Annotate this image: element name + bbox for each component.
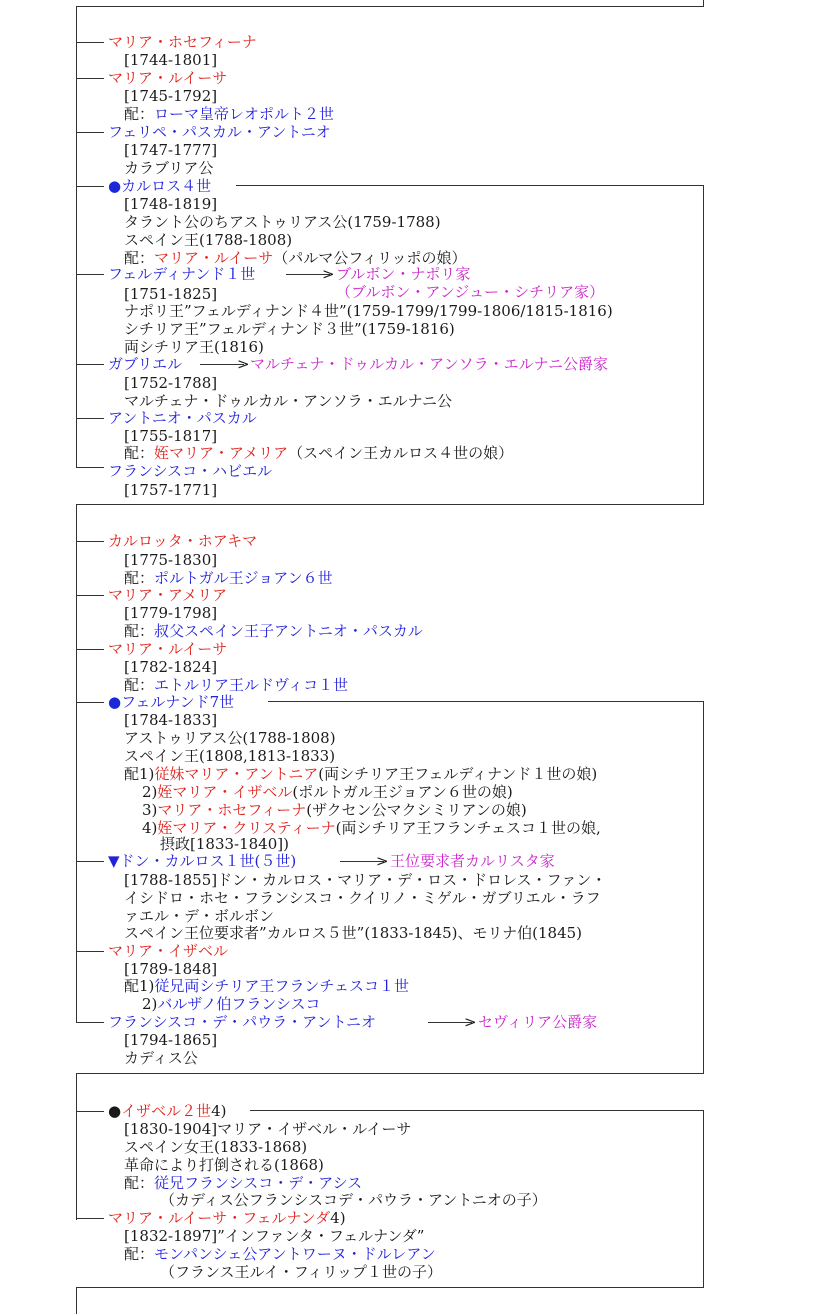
genealogy-line	[160, 1263, 442, 1281]
genealogy-line	[124, 141, 217, 159]
branch-16	[76, 1111, 104, 1112]
branch-3	[76, 132, 104, 133]
line-text: マリア・アメリア	[108, 586, 228, 604]
genealogy-line	[478, 1013, 597, 1031]
genealogy-line	[124, 87, 217, 105]
genealogy-line	[124, 622, 423, 640]
line-text: 王位要求者カルリスタ家	[390, 852, 555, 870]
fernando7-box-top	[268, 701, 704, 702]
line-text: スペイン王位要求者”カルロス５世”(1833-1845)、モリナ伯(1845)	[124, 924, 583, 942]
genealogy-line	[124, 907, 274, 925]
line-text: [1830-1904]マリア・イザベル・ルイーサ	[124, 1120, 412, 1138]
line-text-highlight: ローマ皇帝レオポルト２世	[154, 105, 335, 123]
line-text-highlight: 4)	[330, 1209, 346, 1227]
line-text-highlight: イザベル２世	[121, 1102, 212, 1120]
line-text: [1789-1848]	[124, 960, 218, 978]
line-text: マリア・ホセフィーナ	[108, 33, 257, 51]
genealogy-line	[108, 33, 257, 51]
branch-1	[76, 42, 104, 43]
branch-15	[76, 1022, 104, 1023]
genealogy-line	[124, 747, 335, 765]
line-text: カルロッタ・ホアキマ	[108, 532, 258, 550]
line-text: 配：	[124, 1174, 155, 1192]
line-text: ナポリ王”フェルディナンド４世”(1759-1799/1799-1806/1815-1816)	[124, 302, 613, 320]
line-text-highlight: ドン・カルロス１世(５世)	[119, 852, 297, 870]
box1-top-rule	[76, 6, 704, 7]
line-text: 配：	[124, 249, 155, 267]
line-text: 配：	[124, 622, 155, 640]
line-text-note: (両シチリア王フランチェスコ１世の娘,	[335, 819, 601, 837]
genealogy-line	[124, 765, 597, 783]
genealogy-line	[108, 1209, 346, 1227]
branch-7	[76, 418, 104, 419]
line-text-note: 4)	[211, 1102, 227, 1120]
genealogy-line	[108, 462, 272, 480]
line-text: [1744-1801]	[124, 51, 218, 69]
genealogy-line	[142, 801, 527, 819]
genealogy-line	[124, 231, 292, 249]
genealogy-line	[124, 374, 217, 392]
line-text: [1775-1830]	[124, 551, 218, 569]
carlos4-box-right	[703, 185, 704, 505]
line-text: スペイン女王(1833-1868)	[124, 1138, 308, 1156]
line-text: 2)	[142, 995, 158, 1013]
line-text-highlight: 従妹マリア・アントニア	[154, 765, 319, 783]
branch-4	[76, 186, 104, 187]
line-text-highlight: マリア・ホセフィーナ	[157, 801, 307, 819]
line-text: シチリア王”フェルディナンド３世”(1759-1816)	[124, 320, 455, 338]
line-text-highlight: モンパンシェ公アントワーヌ・ドルレアン	[154, 1245, 436, 1263]
line-text: フランシスコ・ハビエル	[108, 462, 273, 480]
genealogy-line	[124, 444, 513, 462]
genealogy-line	[124, 1049, 198, 1067]
line-text-highlight: 従兄フランシスコ・デ・アシス	[154, 1174, 363, 1192]
line-text: セヴィリア公爵家	[478, 1013, 598, 1031]
line-text-note: （パルマ公フィリッポの娘）	[273, 249, 467, 267]
line-text: （ブルボン・アンジュー・シチリア家）	[336, 283, 605, 301]
line-text: アストゥリアス公(1788-1808)	[124, 729, 336, 747]
genealogy-line	[124, 960, 217, 978]
line-text: [1779-1798]	[124, 604, 218, 622]
line-text-highlight: ポルトガル王ジョアン６世	[154, 569, 333, 587]
line-text-note: (ザクセン公マクシミリアンの娘)	[306, 801, 527, 819]
genealogy-line	[124, 711, 217, 729]
genealogy-line	[124, 338, 264, 356]
branch-11	[76, 649, 104, 650]
line-text: [1757-1771]	[124, 481, 218, 499]
genealogy-line	[124, 427, 217, 445]
genealogy-line	[108, 586, 227, 604]
carlos4-box-top	[236, 185, 704, 186]
genealogy-line	[124, 159, 213, 177]
genealogy-line	[124, 1138, 307, 1156]
genealogy-line	[336, 283, 604, 301]
box1-right-rule	[703, 0, 704, 7]
line-text: 革命により打倒される(1868)	[124, 1156, 324, 1174]
genealogy-line	[124, 871, 606, 889]
branch-13	[76, 861, 104, 862]
line-text-note: (ポルトガル王ジョアン６世の娘)	[292, 783, 513, 801]
line-text: ●	[108, 1102, 122, 1120]
line-text: ●	[108, 177, 122, 195]
genealogy-line	[124, 302, 613, 320]
genealogy-line	[108, 69, 227, 87]
box3-left-rule	[76, 1073, 77, 1220]
line-text: マリア・イザベル	[108, 942, 229, 960]
line-text-highlight: マリア・ルイーサ	[154, 249, 274, 267]
genealogy-line	[142, 783, 513, 801]
line-text: [1755-1817]	[124, 427, 218, 445]
line-text: ガブリエル	[108, 355, 183, 373]
line-text: [1745-1792]	[124, 87, 218, 105]
isabel2-box-bottom	[76, 1287, 704, 1288]
genealogy-line	[108, 693, 234, 711]
branch-10	[76, 595, 104, 596]
genealogy-line	[124, 213, 441, 231]
line-text: マリア・ルイーサ	[108, 69, 228, 87]
line-text: カラブリア公	[124, 159, 214, 177]
genealogy-line	[160, 1191, 547, 1209]
genealogy-line	[390, 852, 555, 870]
line-text: 配：	[124, 676, 155, 694]
genealogy-line	[124, 729, 336, 747]
box2-left-rule	[76, 504, 77, 1022]
line-text: 配1)	[124, 765, 155, 783]
branch-8	[76, 467, 104, 468]
line-text-highlight: 姪マリア・アメリア	[154, 444, 289, 462]
line-text: 配1)	[124, 977, 155, 995]
line-text: [1794-1865]	[124, 1031, 218, 1049]
line-text: フランシスコ・デ・パウラ・アントニオ	[108, 1013, 376, 1031]
arrow-head-marchena: >	[237, 355, 250, 373]
line-text: 3)	[142, 801, 158, 819]
genealogy-line	[108, 1102, 227, 1120]
line-text: 両シチリア王(1816)	[124, 338, 264, 356]
line-text-highlight: カルロス４世	[121, 177, 212, 195]
arrow-head-carlist: >	[376, 852, 389, 870]
genealogy-line	[124, 195, 217, 213]
line-text: 配：	[124, 105, 155, 123]
genealogy-line	[108, 942, 228, 960]
isabel2-box-right	[703, 1110, 704, 1287]
branch-6	[76, 364, 104, 365]
genealogy-line	[124, 105, 334, 123]
box1-left-rule	[76, 6, 77, 468]
line-text: [1832-1897]”インファンタ・フェルナンダ”	[124, 1227, 425, 1245]
genealogy-line	[124, 658, 217, 676]
line-text: マルチェナ・ドゥルカル・アンソラ・エルナニ公	[124, 392, 452, 410]
genealogy-line	[124, 1174, 362, 1192]
line-text: アントニオ・パスカル	[108, 409, 257, 427]
line-text: イシドロ・ホセ・フランシスコ・クイリノ・ミゲル・ガブリエル・ラフ	[124, 889, 601, 907]
genealogy-line	[124, 1156, 324, 1174]
genealogy-line	[124, 924, 582, 942]
line-text-highlight: 姪マリア・クリスティーナ	[157, 819, 336, 837]
genealogy-line	[336, 265, 470, 283]
line-text: ァエル・デ・ボルボン	[124, 907, 275, 925]
genealogy-line	[124, 676, 348, 694]
line-text: フェリペ・パスカル・アントニオ	[108, 123, 331, 141]
line-text-highlight: フェルナンド7世	[121, 693, 235, 711]
genealogy-line	[108, 640, 227, 658]
genealogy-line	[124, 889, 601, 907]
genealogy-line	[108, 177, 211, 195]
arrow-head-naples: >	[322, 265, 335, 283]
genealogy-line	[124, 392, 452, 410]
line-text: 摂政[1833-1840])	[160, 835, 289, 853]
line-text: ▼	[108, 852, 120, 870]
line-text-highlight: 従兄両シチリア王フランチェスコ１世	[154, 977, 409, 995]
line-text-highlight: 叔父スペイン王子アントニオ・パスカル	[154, 622, 423, 640]
genealogy-line	[142, 995, 321, 1013]
branch-2	[76, 78, 104, 79]
line-text: [1782-1824]	[124, 658, 218, 676]
genealogy-line	[124, 320, 455, 338]
line-text-highlight: エトルリア王ルドヴィコ１世	[154, 676, 349, 694]
branch-12	[76, 702, 104, 703]
carlos4-box-bottom	[76, 504, 704, 505]
line-text: マリア・ルイーサ	[108, 640, 228, 658]
genealogy-line	[124, 551, 217, 569]
genealogy-line	[124, 1245, 436, 1263]
line-text-highlight: 姪マリア・イザベル	[157, 783, 293, 801]
genealogy-line	[108, 852, 296, 870]
line-text: [1752-1788]	[124, 374, 218, 392]
genealogy-line	[108, 409, 257, 427]
line-text: 配：	[124, 1245, 155, 1263]
line-text: カディス公	[124, 1049, 198, 1067]
line-text: 配：	[124, 444, 155, 462]
genealogy-line	[124, 604, 217, 622]
genealogy-line	[124, 1120, 411, 1138]
line-text: [1751-1825]	[124, 285, 218, 303]
isabel2-box-top	[250, 1110, 704, 1111]
genealogy-line	[108, 265, 255, 283]
genealogy-line	[124, 977, 409, 995]
genealogy-line	[124, 285, 217, 303]
branch-14	[76, 951, 104, 952]
branch-17	[76, 1218, 104, 1219]
genealogy-line	[124, 51, 217, 69]
line-text: [1748-1819]	[124, 195, 218, 213]
line-text: タラント公のちアストゥリアス公(1759-1788)	[124, 213, 441, 231]
fernando7-box-right	[703, 701, 704, 1074]
line-text: マルチェナ・ドゥルカル・アンソラ・エルナニ公爵家	[250, 355, 608, 373]
line-text: ブルボン・ナポリ家	[336, 265, 471, 283]
genealogy-line	[250, 355, 608, 373]
line-text: マリア・ルイーサ・フェルナンダ	[108, 1209, 331, 1227]
branch-5	[76, 274, 104, 275]
genealogy-line	[124, 481, 217, 499]
line-text: [1788-1855]ドン・カルロス・マリア・デ・ロス・ドロレス・ファン・	[124, 871, 607, 889]
branch-9	[76, 541, 104, 542]
genealogy-line	[124, 569, 333, 587]
genealogy-line	[108, 532, 257, 550]
arrow-head-sevilla: >	[464, 1013, 477, 1031]
line-text-note: （スペイン王カルロス４世の娘）	[288, 444, 514, 462]
genealogy-line	[160, 835, 289, 853]
line-text: （フランス王ルイ・フィリップ１世の子）	[160, 1263, 443, 1281]
line-text: [1747-1777]	[124, 141, 218, 159]
line-text: 配：	[124, 569, 155, 587]
genealogy-line	[124, 1227, 424, 1245]
line-text: 2)	[142, 783, 158, 801]
line-text: [1784-1833]	[124, 711, 218, 729]
line-text: スペイン王(1788-1808)	[124, 231, 293, 249]
genealogy-line	[108, 123, 331, 141]
line-text: ●	[108, 693, 122, 711]
genealogy-line	[108, 1013, 376, 1031]
line-text: 4)	[142, 819, 158, 837]
fernando7-box-bottom	[76, 1073, 704, 1074]
line-text-highlight: バルザノ伯フランシスコ	[157, 995, 321, 1013]
line-text: スペイン王(1808,1813-1833)	[124, 747, 336, 765]
line-text: フェルディナンド１世	[108, 265, 256, 283]
line-text-note: (両シチリア王フェルディナンド１世の娘)	[318, 765, 598, 783]
box4-left-rule	[76, 1287, 77, 1314]
genealogy-line	[108, 355, 182, 373]
line-text: （カディス公フランシスコデ・パウラ・アントニオの子）	[160, 1191, 547, 1209]
genealogy-line	[124, 1031, 217, 1049]
